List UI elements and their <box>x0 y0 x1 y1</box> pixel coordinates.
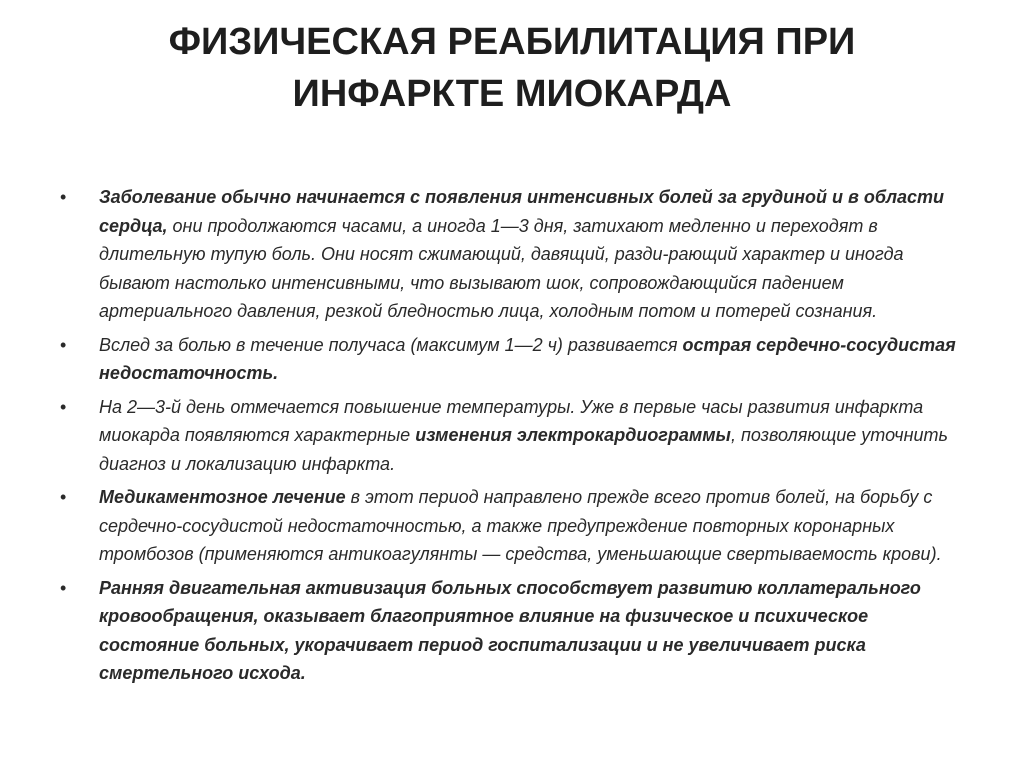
bullet-marker: • <box>60 187 67 207</box>
bullet-marker: • <box>60 334 67 355</box>
bullet-text: Вслед за болью в течение получаса (максимум 1—2 ч) развивается <box>99 334 683 355</box>
bullet-list <box>60 183 970 693</box>
bullet-text: На 2—3-й день отмечается повышение температуры. Уже в первые часы развития инфаркта миокарда появляются характерные <box>99 396 924 445</box>
bullet-bold-text: Ранняя двигательная активизация больных способствует развитию коллатерального кровообращения, оказывает благоприятное влияние на физическое и психическое состояние больных, укорачивает период госпитализации и не увеличивает риска смертельного исхода. <box>99 577 921 683</box>
bullet-bold-text: Медикаментозное лечение <box>99 487 346 507</box>
bullet-text: , позволяющие уточнить диагноз и локализацию инфаркта. <box>99 425 948 474</box>
bullet-marker: • <box>60 396 67 417</box>
bullet-text: в этот период направлено прежде всего против болей, на борьбу с сердечно-сосудистой недостаточностью, а также предупреждение повторных коронарных тромбозов (применяются антикоагулянты — средства, уменьшающие свертываемость крови). <box>99 487 942 564</box>
slide-title-line-2: ИНФАРКТЕ МИОКАРДА <box>292 73 732 115</box>
bullet-bold-text: Заболевание обычно начинается с появления интенсивных болей за грудиной и в области сердца, <box>99 187 945 236</box>
bullet-bold-text: изменения электрокардиограммы <box>415 425 731 445</box>
bullet-bold-text: острая сердечно-сосудистая недостаточность. <box>99 334 956 383</box>
bullet-item-early-activation <box>60 574 970 688</box>
bullet-marker: • <box>60 487 67 507</box>
bullet-item-ecg-changes <box>60 393 970 479</box>
slide-title-line-1: ФИЗИЧЕСКАЯ РЕАБИЛИТАЦИЯ ПРИ <box>168 21 856 63</box>
slide-title <box>0 16 1024 120</box>
bullet-item-heart-failure <box>60 331 970 388</box>
bullet-text: они продолжаются часами, а иногда 1—3 дня, затихают медленно и переходят в длительную тупую боль. Они носят сжимающий, давящий, разди-рающий характер и иногда бывают настолько интенсивными, что вызывают шок, сопровождающийся падением артериального давления, резкой бледностью лица, холодным потом и потерей сознания. <box>99 215 904 321</box>
bullet-marker: • <box>60 577 67 598</box>
bullet-item-symptoms <box>60 183 970 326</box>
bullet-item-medication <box>60 483 970 569</box>
